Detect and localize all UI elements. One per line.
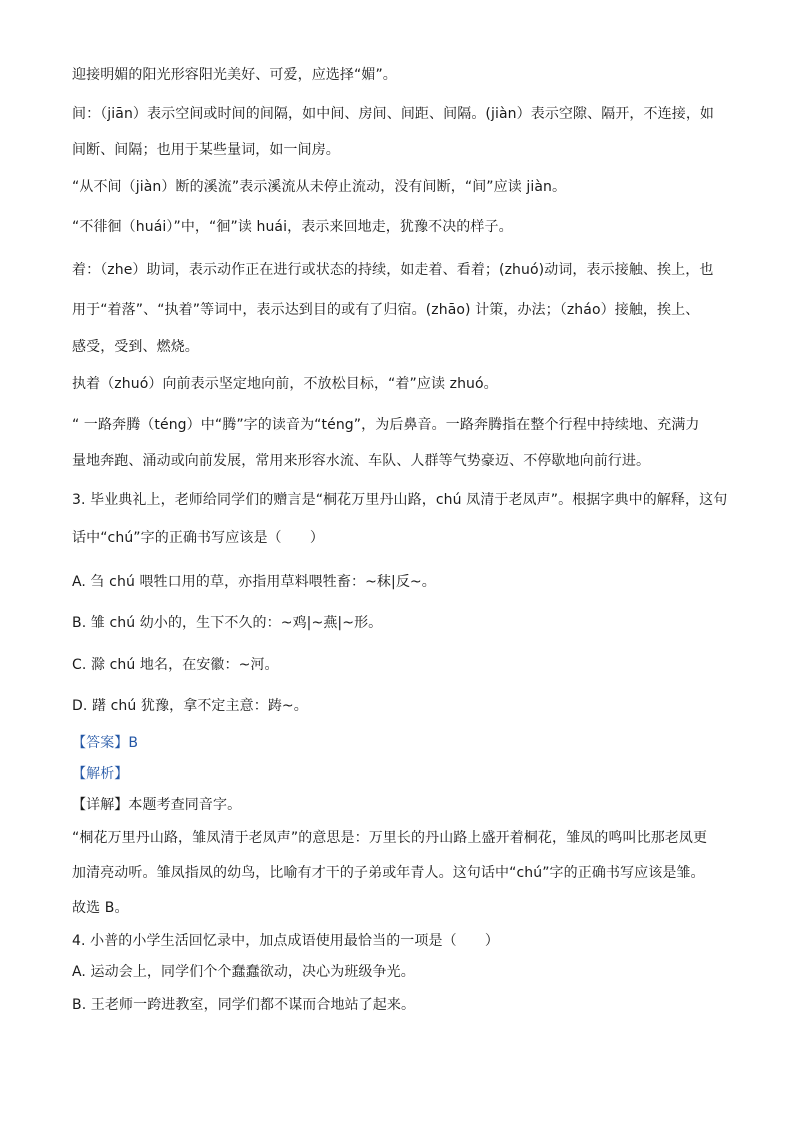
text-line: “从不间（jiàn）断的溪流”表示溪流从未停止流动，没有间断，“间”应读 jiàn。 [72, 179, 567, 195]
text-line: 间：（jiān）表示空间或时间的间隔，如中间、房间、间距、间隔。(jiàn）表示空隙、隔开，不连接，如 [72, 106, 715, 122]
text-line: 执着（zhuó）向前表示坚定地向前，不放松目标，“着”应读 zhuó。 [72, 376, 498, 392]
text-line: 感受，受到、燃烧。 [72, 339, 199, 355]
text-line: “ 一路奔腾（téng）中“腾”字的读音为“téng”，为后鼻音。一路奔腾指在整个行程中持续地、充满力 [72, 417, 700, 433]
text-line: 迎接明媚的阳光形容阳光美好、可爱，应选择“媚”。 [72, 67, 397, 83]
text-line: 间断、间隔；也用于某些量词，如一间房。 [72, 142, 340, 158]
text-line: “不徘徊（huái）”中，“徊”读 huái，表示来回地走，犹豫不决的样子。 [72, 219, 513, 235]
analysis-label: 【解析】 [72, 766, 129, 782]
answer-label: 【答案】B [72, 735, 139, 751]
option-d: D. 躇 chú 犹豫，拿不定主意：踌~。 [72, 698, 308, 714]
detail-label: 【详解】本题考查同音字。 [72, 797, 242, 813]
explanation-line: “桐花万里丹山路，雏凤清于老凤声”的意思是：万里长的丹山路上盛开着桐花，雏凤的鸣叫比那老凤更 [72, 830, 708, 846]
option-a: A. 运动会上，同学们个个蠢蠢欲动，决心为班级争光。 [72, 964, 415, 980]
conclusion-line: 故选 B。 [72, 900, 129, 916]
option-c: C. 滁 chú 地名，在安徽：~河。 [72, 657, 279, 673]
question-4-stem: 4. 小普的小学生活回忆录中，加点成语使用最恰当的一项是（ ） [72, 933, 500, 949]
explanation-line: 加清亮动听。雏凤指凤的幼鸟，比喻有才干的子弟或年青人。这句话中“chú”字的正确书写应该是雏。 [72, 865, 705, 881]
question-3-stem: 话中“chú”字的正确书写应该是（ ） [72, 530, 324, 546]
option-b: B. 王老师一跨进教室，同学们都不谋而合地站了起来。 [72, 997, 416, 1013]
option-b: B. 雏 chú 幼小的，生下不久的：~鸡|~燕|~形。 [72, 615, 383, 631]
option-a: A. 刍 chú 喂牲口用的草，亦指用草料喂牲畜：~秣|反~。 [72, 574, 436, 590]
text-line: 用于“着落”、“执着”等词中，表示达到目的或有了归宿。(zhāo) 计策，办法；（zháo）接触，挨上、 [72, 302, 700, 318]
question-3-stem: 3. 毕业典礼上，老师给同学们的赠言是“桐花万里丹山路，chú 凤清于老凤声”。根据字典中的解释，这句 [72, 492, 728, 508]
text-line: 着：（zhe）助词，表示动作正在进行或状态的持续，如走着、看着；(zhuó)动词，表示接触、挨上，也 [72, 262, 714, 278]
text-line: 量地奔跑、涌动或向前发展，常用来形容水流、车队、人群等气势豪迈、不停歇地向前行进。 [72, 453, 651, 469]
